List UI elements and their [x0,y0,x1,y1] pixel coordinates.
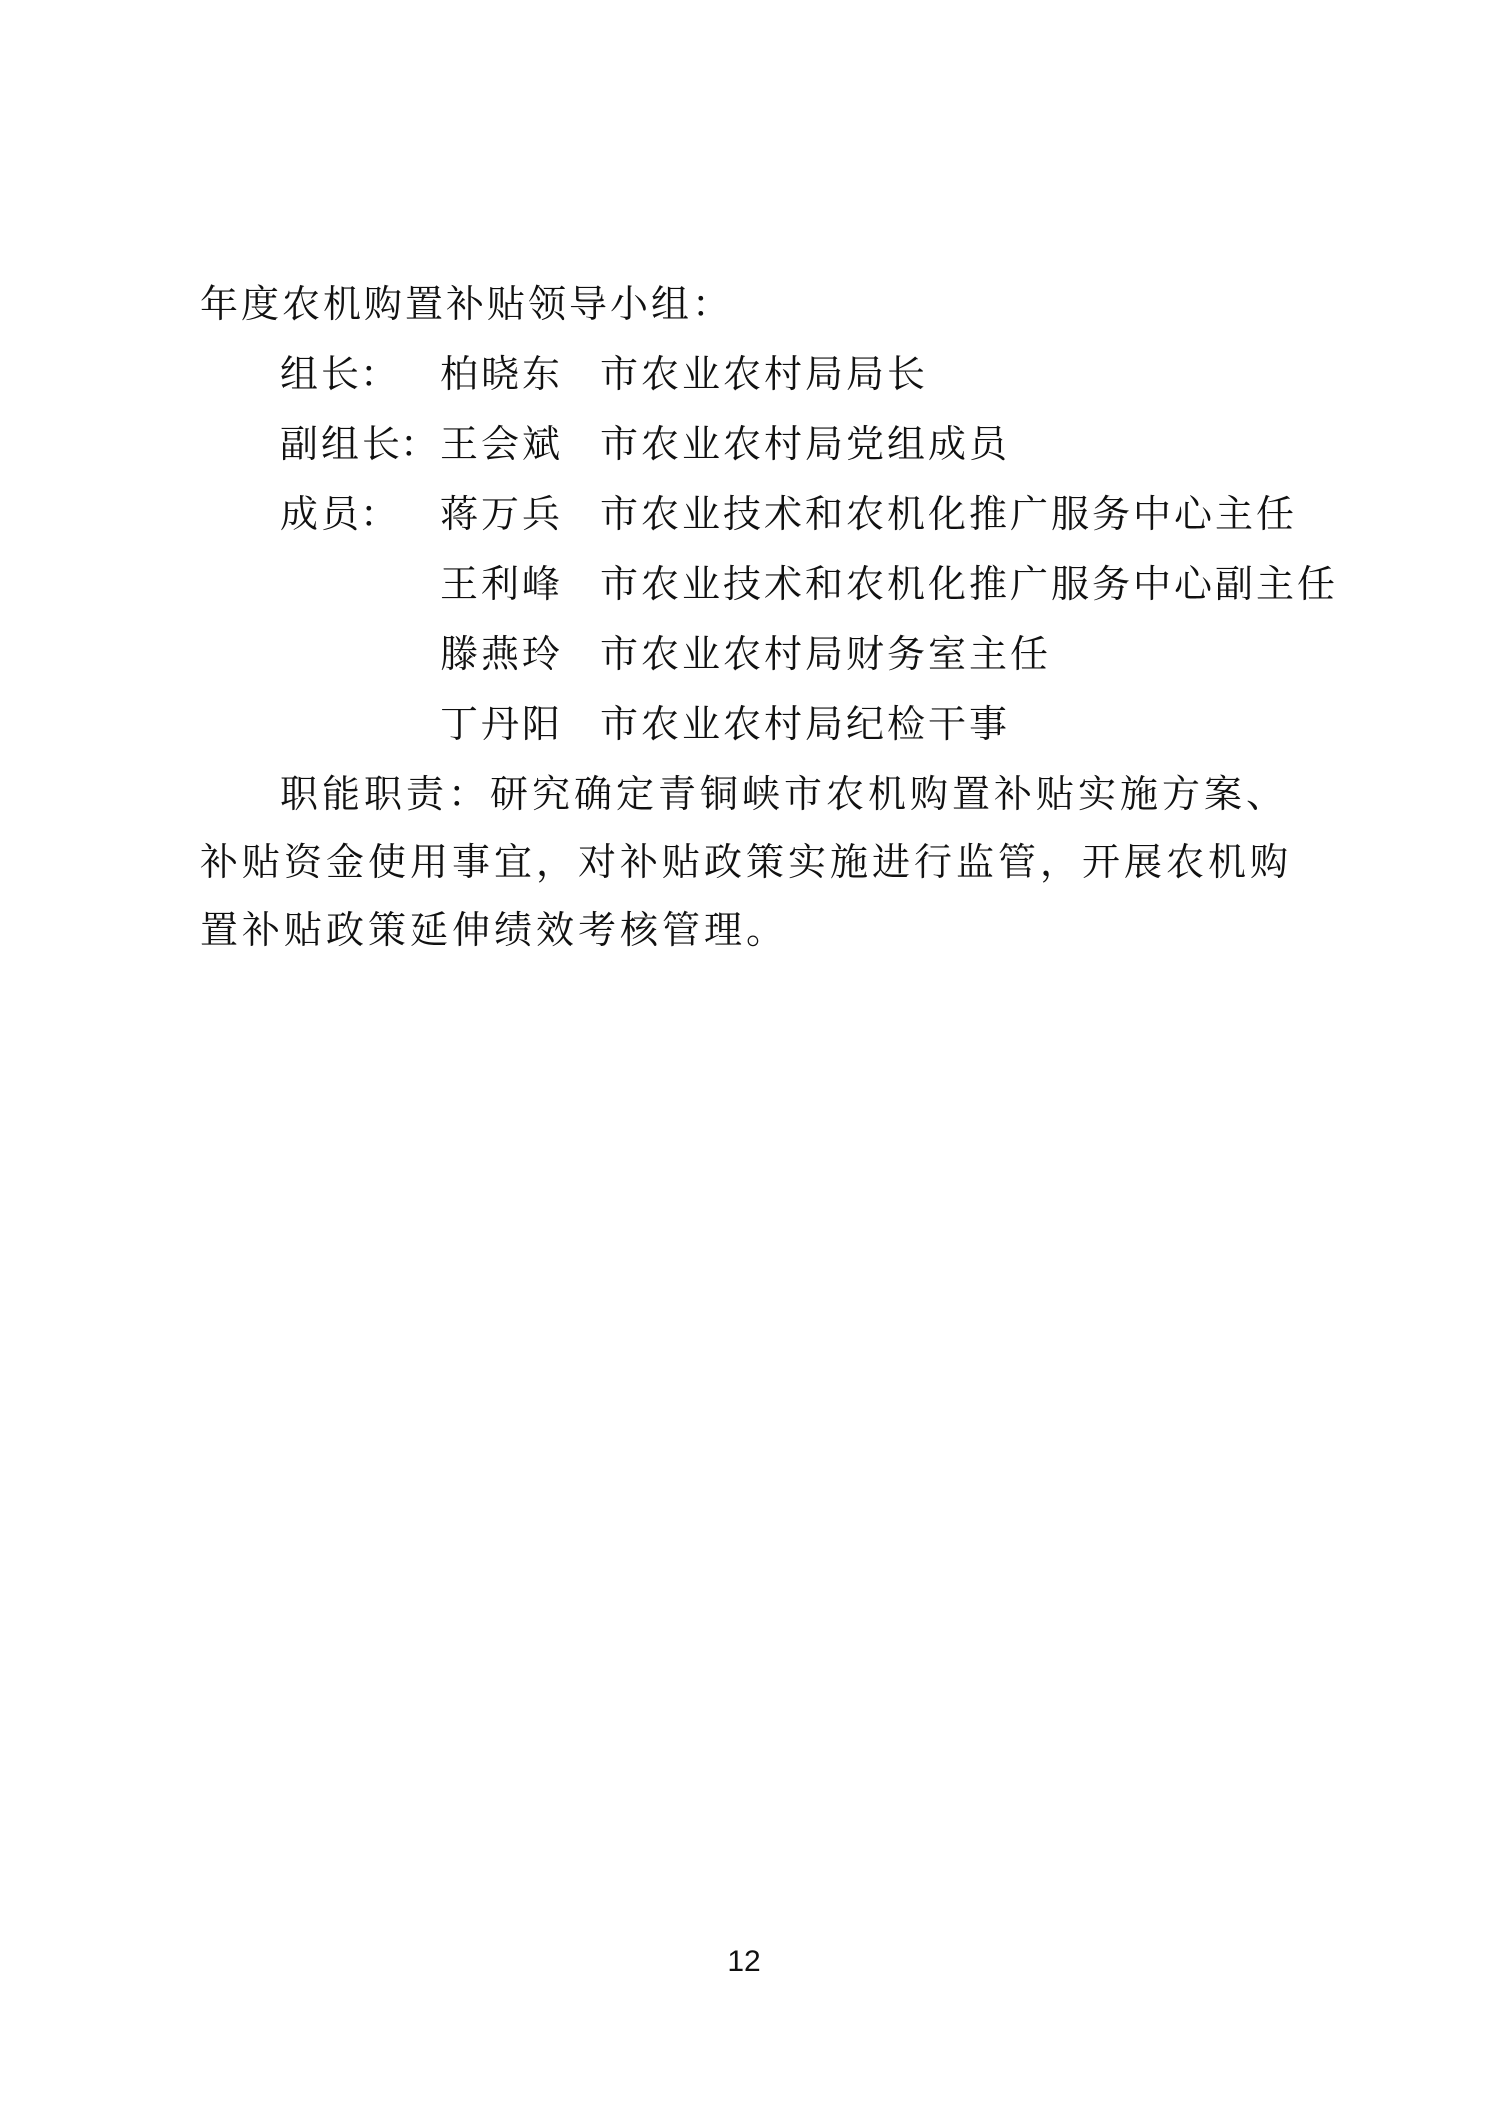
member-title: 市农业技术和农机化推广服务中心副主任 [600,562,1339,606]
role-label: 副组长 [280,422,404,466]
member-name: 王利峰 [440,562,564,606]
member-title: 市农业农村局党组成员 [600,422,1011,466]
role-char: 成 [280,492,322,536]
member-name: 滕燕玲 [440,632,564,676]
member-title: 市农业农村局局长 [600,352,929,396]
page-number: 12 [727,1945,761,1978]
duties-paragraph [200,760,1300,964]
member-title: 市农业农村局纪检干事 [600,702,1011,746]
member-name: 丁丹阳 [440,702,564,746]
role-colon: ： [360,352,402,396]
member-title: 市农业技术和农机化推广服务中心主任 [600,492,1298,536]
role-char: 组 [280,352,322,396]
role-char: 长 [321,352,363,396]
member-name: 蒋万兵 [440,492,564,536]
member-name: 柏晓东 [440,352,564,396]
role-colon: ： [400,422,442,466]
member-title: 市农业农村局财务室主任 [600,632,1052,676]
role-char: 员 [321,492,363,536]
duties-text: 职能职责：研究确定青铜峡市农机购置补贴实施方案、补贴资金使用事宜，对补贴政策实施进行监管，开展农机购置补贴政策延伸绩效考核管理。 [200,772,1293,952]
role-colon: ： [360,492,402,536]
intro-line: 年度农机购置补贴领导小组： [200,282,734,326]
member-name: 王会斌 [440,422,564,466]
